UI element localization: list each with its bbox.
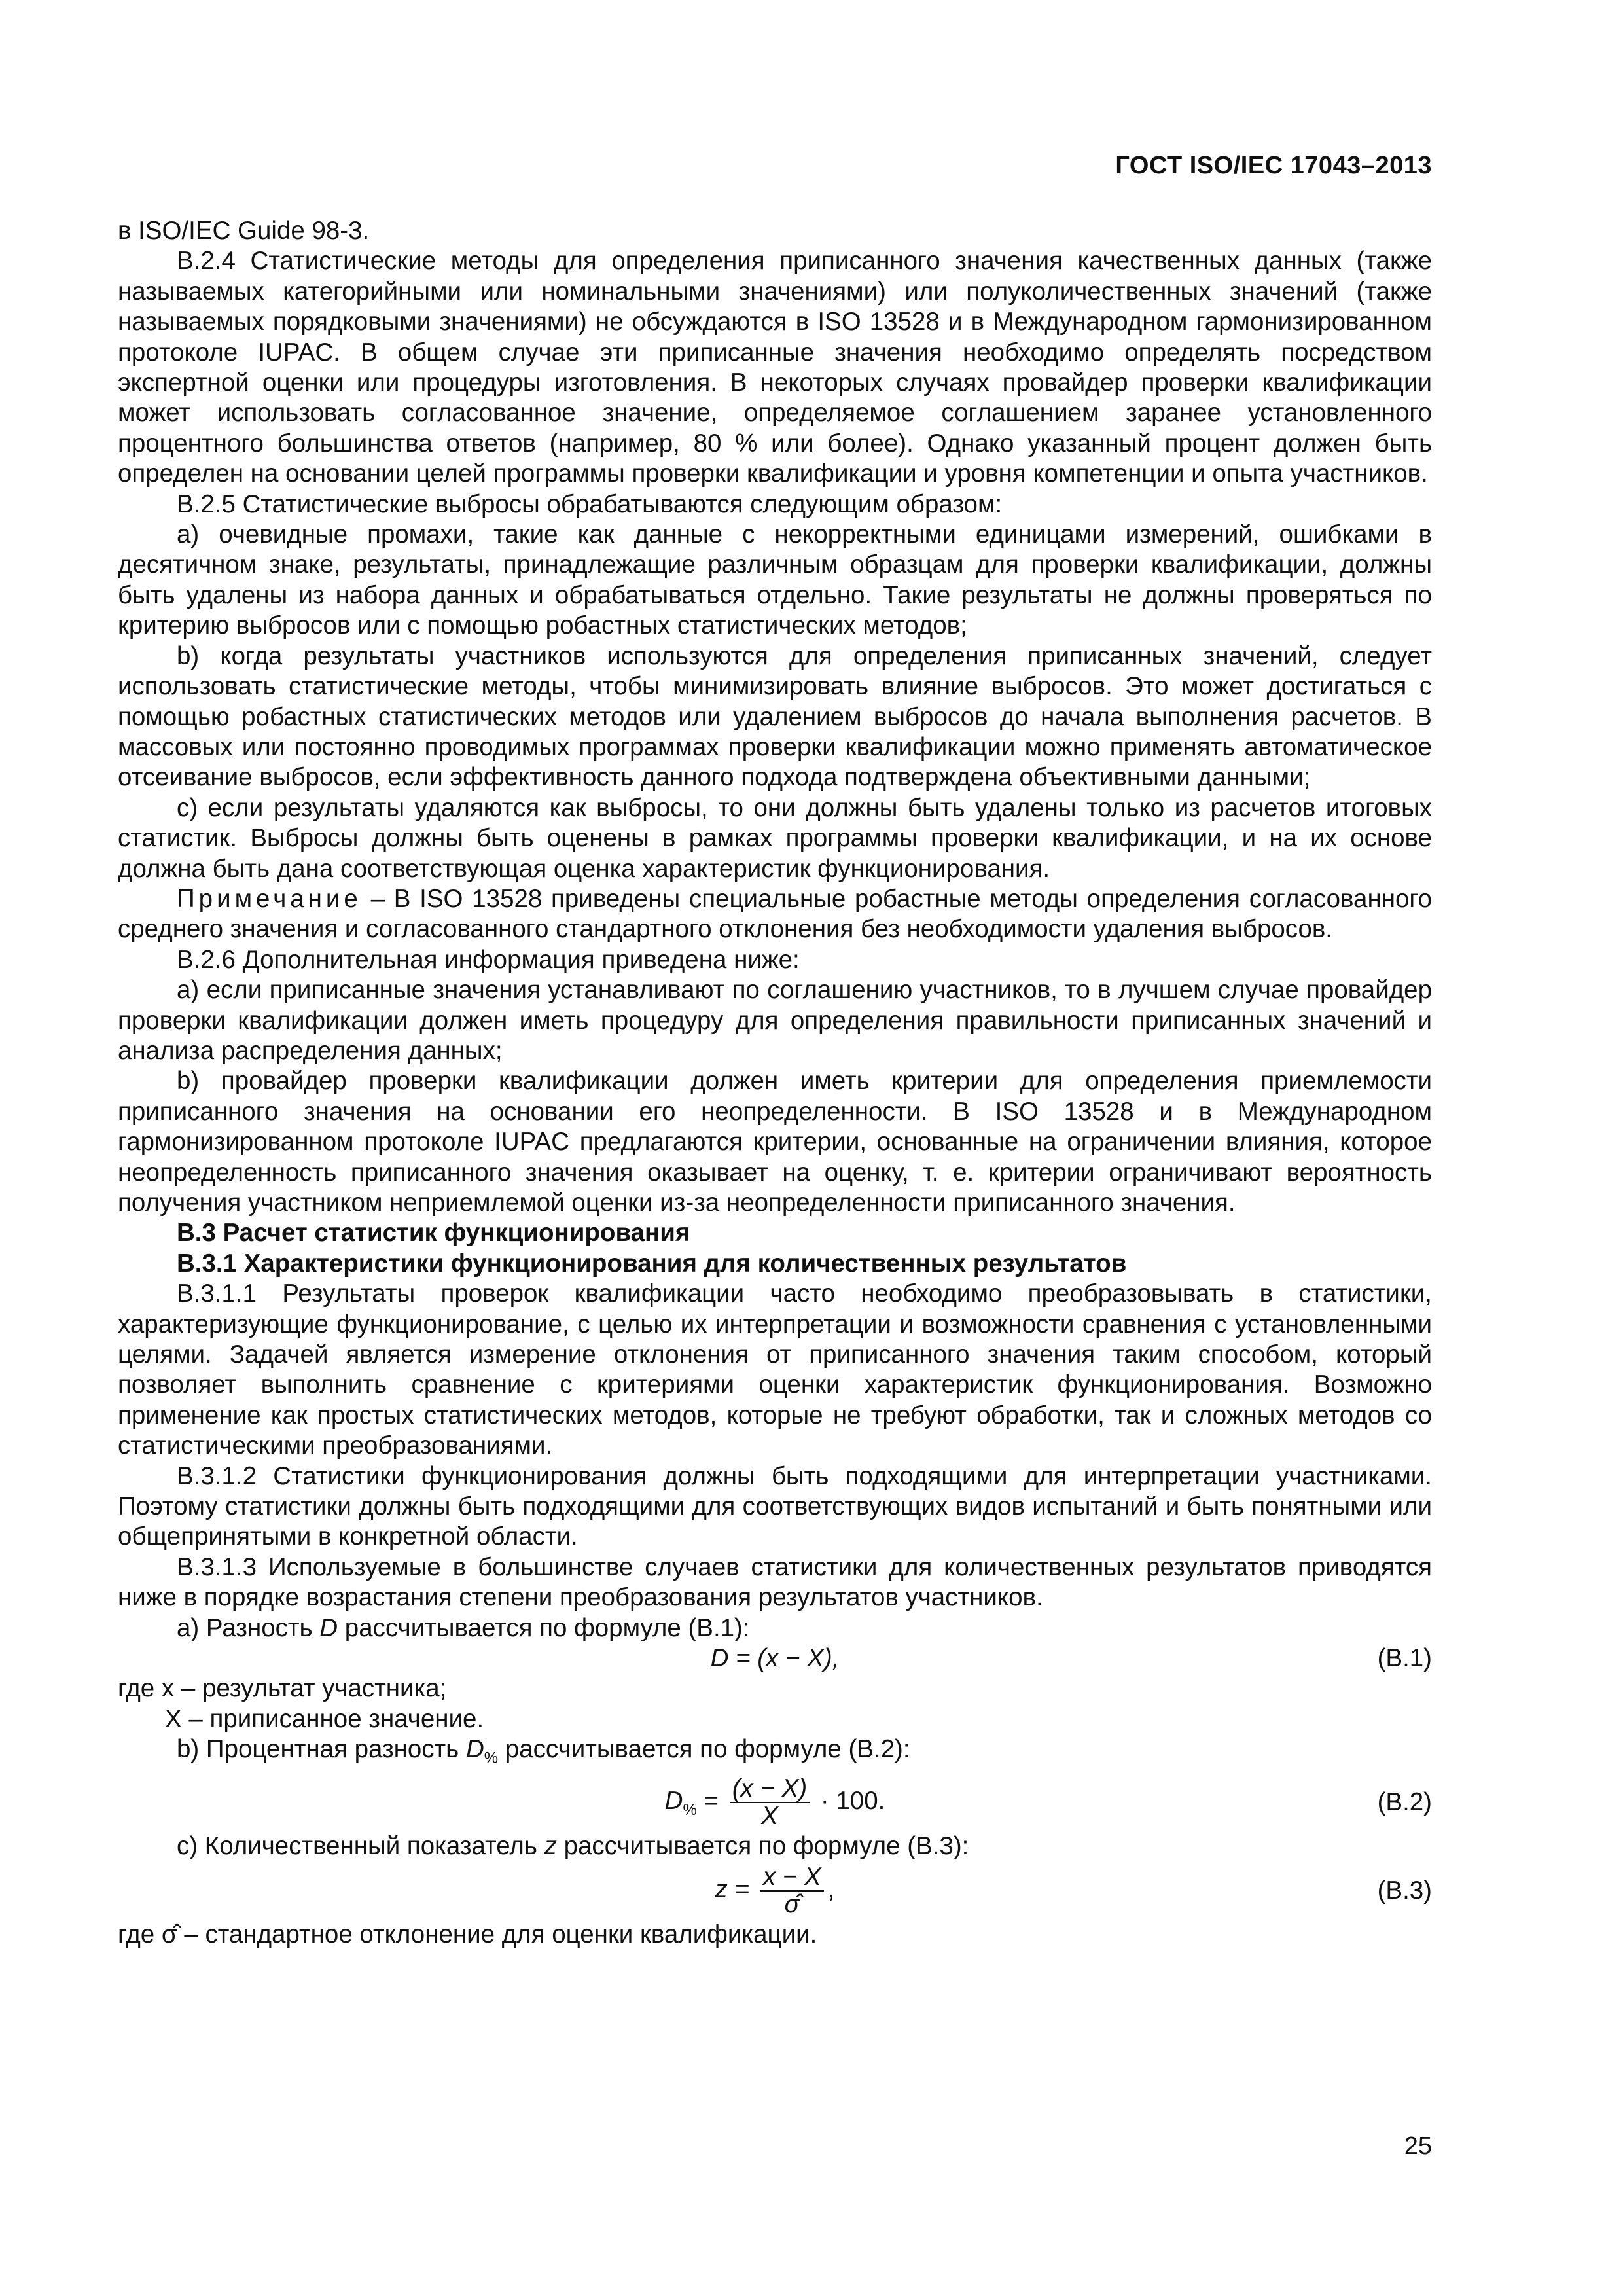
formula-intro-b-var: D (465, 1735, 484, 1764)
clause-b24: В.2.4 Статистические методы для определения приписанного значения качественных данных (также называемых категорийными или номинальными значениями) или полуколичественных значений (также называемых порядковыми значениями) не обсуждаются в ISO 13528 и в Международном гармонизированном протоколе IUPAC. В общем случае эти приписанные значения необходимо определять посредством экспертной оценки или процедуры изготовления. В некоторых случаях провайдер проверки квалификации может использовать согласованное значение, определяемое соглашением заранее установленного процентного большинства ответов (например, 80 % или более). Однако указанный процент должен быть определен на основании целей программы проверки квалификации и уровня компетенции и опыта участников. (118, 247, 1432, 488)
formula-b2-tail: · 100. (813, 1787, 885, 1816)
clause-b25: В.2.5 Статистические выбросы обрабатываются следующим образом: (177, 490, 1003, 518)
formula-b2-denominator: X (761, 1802, 778, 1831)
formula-b2-lhs: D (664, 1787, 683, 1816)
note-text: – В ISO 13528 приведены специальные робастные методы определения согласованного среднего значения и согласованного стандартного отклонения без необходимости удаления выбросов. (118, 884, 1432, 944)
clause-b26-item-a: а) если приписанные значения устанавливают по соглашению участников, то в лучшем случае провайдер проверки квалификации должен иметь процедуру для определения правильности приписанных значений и анализа распределения данных; (118, 976, 1432, 1065)
formula-b3-fraction (760, 1864, 824, 1918)
formula-intro-c (118, 1831, 1432, 1861)
formula-b3 (118, 1862, 1432, 1920)
where-capital-x: X – приписанное значение. (165, 1704, 484, 1733)
continued-text: в ISO/IEC Guide 98-3. (118, 217, 370, 245)
page-body (118, 216, 1432, 1950)
formula-b2-fraction (730, 1776, 810, 1829)
formula-b3-number: (В.3) (1377, 1876, 1432, 1905)
clause-b311: В.3.1.1 Результаты проверок квалификации часто необходимо преобразовывать в статистики, характеризующие функционирование, с целью их интерпретации и возможности сравнения с установленными целями. Задачей является измерение отклонения от приписанного значения таким способом, который позволяет выполнить сравнение с критериями оценки характеристик функционирования. Возможно применение как простых статистических методов, которые не требуют обработки, так и сложных методов со статистическими преобразованиями. (118, 1280, 1432, 1460)
formula-b1-expression: D = (x − X), (710, 1644, 840, 1673)
formula-intro-b-text: b) Процентная разность (177, 1735, 466, 1764)
where-x: где x – результат участника; (118, 1674, 447, 1703)
formula-b3-denominator: σ̂ (784, 1890, 800, 1918)
clause-b25-item-b: b) когда результаты участников используются для определения приписанных значений, следует использовать статистические методы, чтобы минимизировать влияние выбросов. Это может достигаться с помощью робастных статистических методов или удалением выбросов до начала выполнения расчетов. В массовых или постоянно проводимых программах проверки квалификации можно применять автоматическое отсеивание выбросов, если эффективность данного подхода подтверждена объективными данными; (118, 641, 1432, 792)
formula-b2-number: (В.2) (1377, 1788, 1432, 1817)
formula-intro-b-sub: % (484, 1749, 499, 1767)
formula-b3-numerator: x − X (760, 1864, 824, 1892)
section-heading-b3: В.3 Расчет статистик функционирования (177, 1219, 690, 1247)
formula-b3-lhs: z = (715, 1874, 757, 1903)
standard-header: ГОСТ ISO/IEC 17043–2013 (1115, 152, 1432, 179)
formula-intro-c-var: z (544, 1832, 557, 1861)
formula-b1 (118, 1643, 1432, 1674)
formula-intro-b-tail: рассчитывается по формуле (В.2): (498, 1735, 910, 1764)
formula-intro-a-tail: рассчитывается по формуле (В.1): (338, 1613, 750, 1642)
formula-intro-b (118, 1734, 1432, 1774)
formula-intro-c-tail: рассчитывается по формуле (В.3): (556, 1832, 969, 1861)
formula-b2-numerator: (x − X) (730, 1776, 810, 1803)
section-heading-b31: В.3.1 Характеристики функционирования для количественных результатов (177, 1249, 1127, 1278)
note-label: Примечание (177, 884, 362, 913)
formula-b3-tail: , (827, 1874, 835, 1903)
formula-b3-expression (715, 1864, 835, 1918)
formula-intro-a-var: D (319, 1613, 338, 1642)
formula-b2 (118, 1774, 1432, 1831)
where-sigma: где σ̂ – стандартное отклонение для оценки квалификации. (118, 1920, 817, 1948)
clause-b26-item-b: b) провайдер проверки квалификации должен иметь критерии для определения приемлемости приписанного значения на основании его неопределенности. В ISO 13528 и в Международном гармонизированном протоколе IUPAC предлагаются критерии, основанные на ограничении влияния, которое неопределенность приписанного значения оказывает на оценку, т. е. критерии ограничивают вероятность получения участником неприемлемой оценки из-за неопределенности приписанного значения. (118, 1067, 1432, 1217)
clause-b26: В.2.6 Дополнительная информация приведена ниже: (177, 945, 800, 974)
formula-intro-c-text: с) Количественный показатель (177, 1832, 544, 1861)
note-paragraph (118, 884, 1432, 945)
page-number: 25 (1404, 2132, 1432, 2160)
clause-b312: В.3.1.2 Статистики функционирования должны быть подходящими для интерпретации участниками. Поэтому статистики должны быть подходящими для соответствующих видов испытаний и быть понятными или общепринятыми в конкретной области. (118, 1462, 1432, 1551)
formula-b2-lhs-sub: % (683, 1801, 697, 1820)
clause-b313: В.3.1.3 Используемые в большинстве случаев статистики для количественных результатов приводятся ниже в порядке возрастания степени преобразования результатов участников. (118, 1552, 1432, 1612)
formula-intro-a (118, 1613, 1432, 1643)
formula-intro-a-text: а) Разность (177, 1613, 320, 1642)
clause-b25-item-a: а) очевидные промахи, такие как данные с некорректными единицами измерений, ошибками в десятичном знаке, результаты, принадлежащие различным образцам для проверки квалификации, должны быть удалены из набора данных и обрабатываться отдельно. Такие результаты не должны проверяться по критерию выбросов или с помощью робастных статистических методов; (118, 520, 1432, 640)
formula-b2-expression (665, 1776, 885, 1829)
formula-b1-number: (В.1) (1377, 1644, 1432, 1673)
formula-b2-equals: = (696, 1787, 726, 1816)
clause-b25-item-c: с) если результаты удаляются как выбросы, то они должны быть удалены только из расчетов итоговых статистик. Выбросы должны быть оценены в рамках программы проверки квалификации, и на их основе должна быть дана соответствующая оценка характеристик функционирования. (118, 793, 1432, 883)
